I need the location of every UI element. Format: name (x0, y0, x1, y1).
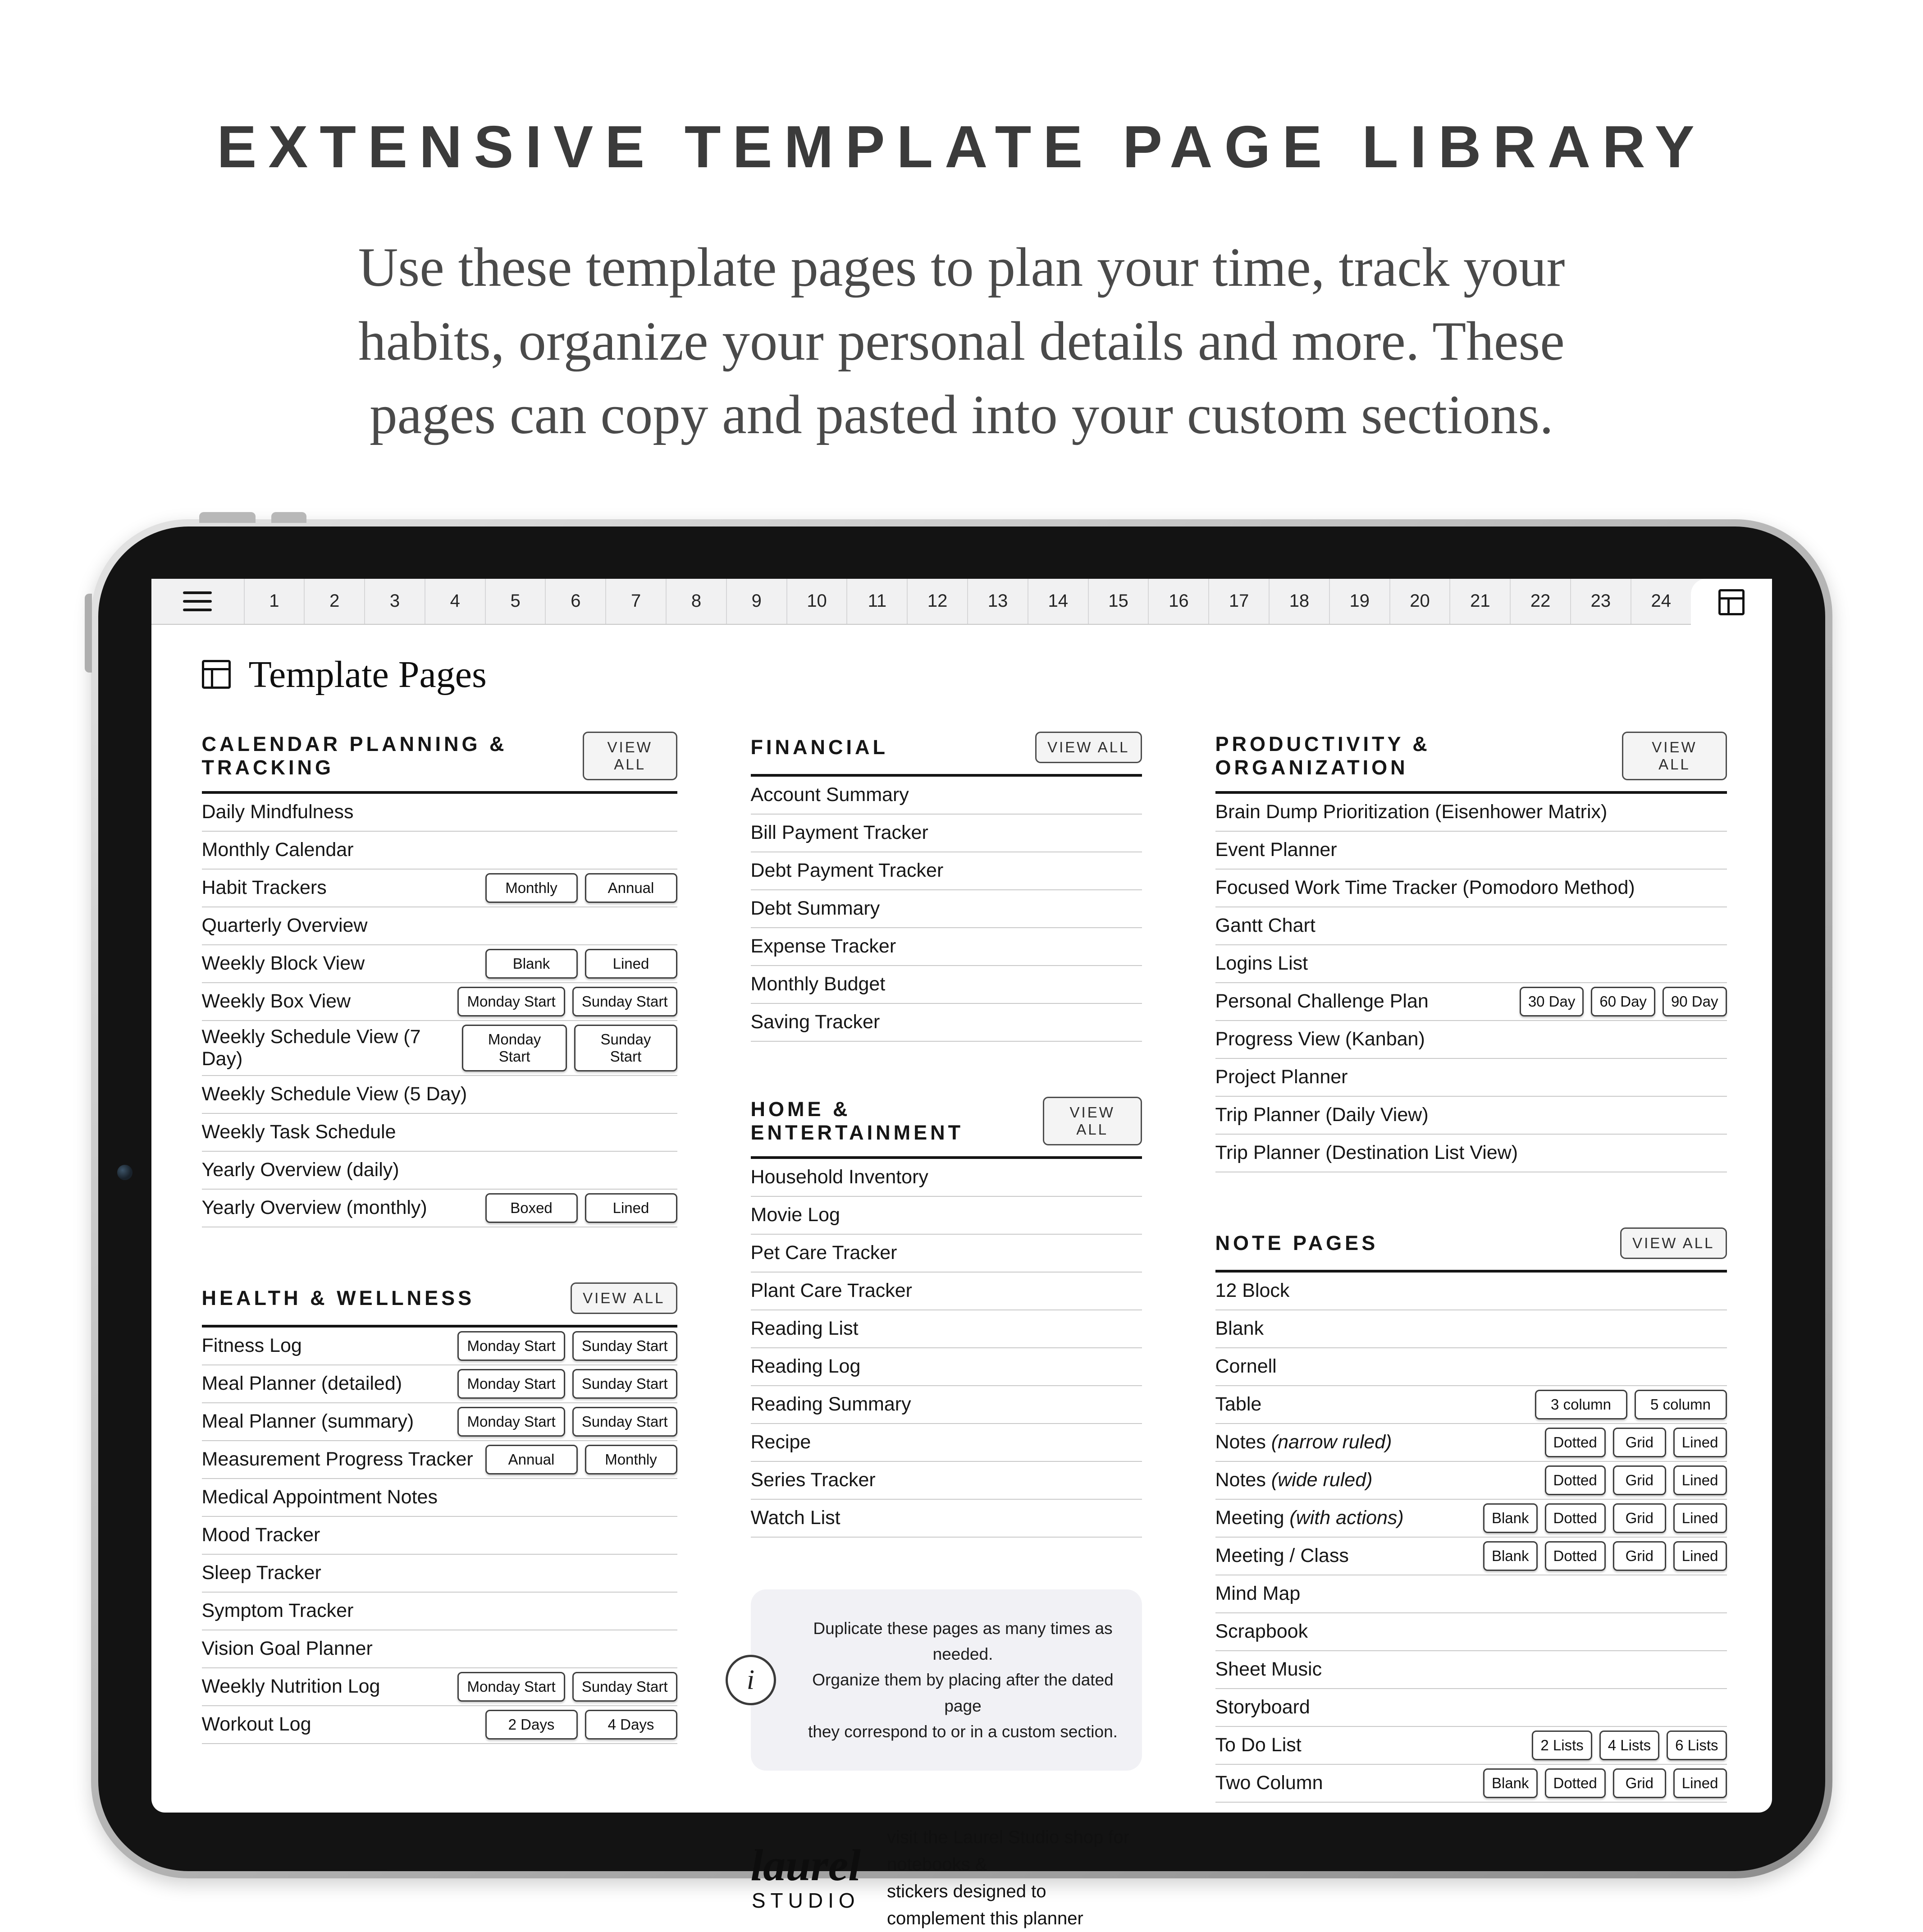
template-item-debt-payment-tracker[interactable]: Debt Payment Tracker (750, 860, 944, 882)
template-item-row (202, 983, 677, 1021)
column-financial-home (746, 732, 1142, 1932)
template-item-meeting-with-actions[interactable]: Meeting (with actions) (1215, 1507, 1404, 1529)
template-item-expense-tracker[interactable]: Expense Tracker (750, 935, 896, 957)
template-item-logins-list[interactable]: Logins List (1215, 952, 1308, 975)
option-buttons (485, 873, 677, 903)
template-item-row (1215, 1021, 1727, 1059)
template-item-scrapbook[interactable]: Scrapbook (1215, 1621, 1308, 1643)
option-button-6-lists[interactable]: 6 Lists (1667, 1731, 1727, 1760)
template-item-row (202, 1076, 677, 1114)
option-button-30-day[interactable]: 30 Day (1520, 987, 1584, 1016)
option-button-grid[interactable]: Grid (1613, 1503, 1666, 1533)
template-item-yearly-overview-daily[interactable]: Yearly Overview (daily) (201, 1159, 399, 1181)
section-header (1215, 732, 1727, 794)
template-item-row (1215, 1310, 1727, 1348)
template-item-cornell[interactable]: Cornell (1215, 1355, 1277, 1378)
option-buttons (457, 1331, 677, 1361)
option-button-lined[interactable]: Lined (1673, 1768, 1727, 1798)
page-tab-19[interactable]: 19 (1329, 579, 1389, 624)
template-item-row (1215, 1689, 1727, 1727)
option-button-sunday-start[interactable]: Sunday Start (572, 1369, 677, 1399)
template-item-monthly-calendar[interactable]: Monthly Calendar (201, 839, 354, 861)
page-tab-13[interactable]: 13 (967, 579, 1028, 624)
template-item-reading-log[interactable]: Reading Log (750, 1355, 861, 1378)
option-buttons (485, 949, 677, 979)
template-item-row (202, 1365, 677, 1403)
page-tab-1[interactable]: 1 (244, 579, 304, 624)
template-item-weekly-nutrition-log[interactable]: Weekly Nutrition Log (201, 1676, 380, 1698)
option-button-2-lists[interactable]: 2 Lists (1532, 1731, 1592, 1760)
page-tab-24[interactable]: 24 (1631, 579, 1691, 624)
menu-button[interactable] (151, 579, 244, 624)
info-line: Organize them by placing after the dated page (812, 1671, 1114, 1715)
template-item-row (202, 907, 677, 945)
template-item-row (751, 1500, 1142, 1538)
option-button-sunday-start[interactable]: Sunday Start (572, 1331, 677, 1361)
volume-up-button (199, 512, 256, 523)
volume-down-button (271, 512, 306, 523)
template-item-row (1215, 1462, 1727, 1500)
template-item-row (202, 1479, 677, 1517)
subtitle-line: pages can copy and pasted into your custom sections. (370, 384, 1553, 446)
option-button-dotted[interactable]: Dotted (1545, 1503, 1606, 1533)
template-item-plant-care-tracker[interactable]: Plant Care Tracker (750, 1280, 912, 1302)
info-icon (726, 1655, 776, 1705)
template-item-debt-summary[interactable]: Debt Summary (750, 897, 880, 920)
template-item-recipe[interactable]: Recipe (750, 1431, 811, 1453)
section-title: HEALTH & WELLNESS (201, 1286, 475, 1309)
option-buttons (1483, 1541, 1727, 1571)
column-productivity-notes (1215, 732, 1727, 1932)
option-button-monday-start[interactable]: Monday Start (457, 987, 565, 1016)
option-buttons (462, 1025, 677, 1071)
template-item-row (1215, 1500, 1727, 1538)
template-item-row (751, 1159, 1142, 1197)
template-item-row (1215, 870, 1727, 907)
template-item-row (202, 1152, 677, 1190)
template-item-movie-log[interactable]: Movie Log (750, 1204, 840, 1226)
template-item-row (202, 870, 677, 907)
template-item-gantt-chart[interactable]: Gantt Chart (1215, 915, 1315, 937)
option-button-dotted[interactable]: Dotted (1545, 1541, 1606, 1571)
option-buttons (457, 1407, 677, 1437)
layout-icon (202, 660, 231, 689)
template-item-row (202, 1593, 677, 1630)
option-buttons (457, 987, 677, 1016)
option-button-dotted[interactable]: Dotted (1545, 1465, 1606, 1495)
template-item-medical-appointment-notes[interactable]: Medical Appointment Notes (201, 1486, 438, 1508)
camera-icon (117, 1165, 132, 1180)
template-item-personal-challenge-plan[interactable]: Personal Challenge Plan (1215, 990, 1429, 1012)
template-item-row (202, 1630, 677, 1668)
template-item-progress-view-kanban[interactable]: Progress View (Kanban) (1215, 1028, 1425, 1050)
section-home-entertainment (751, 1097, 1142, 1538)
page-title: EXTENSIVE TEMPLATE PAGE LIBRARY (217, 114, 1706, 180)
template-item-row (1215, 1651, 1727, 1689)
option-button-sunday-start[interactable]: Sunday Start (572, 1407, 677, 1437)
logo-laurel: laurel (750, 1840, 861, 1890)
view-all-button[interactable]: VIEW ALL (583, 732, 677, 780)
template-item-row (751, 1235, 1142, 1273)
page-tab-12[interactable]: 12 (907, 579, 967, 624)
template-item-account-summary[interactable]: Account Summary (750, 784, 909, 806)
option-buttons (485, 1710, 677, 1740)
page-tab-bar (151, 579, 1772, 625)
template-item-event-planner[interactable]: Event Planner (1215, 839, 1337, 861)
template-item-row (202, 1403, 677, 1441)
brand-footer (751, 1824, 1142, 1932)
option-button-monday-start[interactable]: Monday Start (457, 1331, 565, 1361)
template-item-daily-mindfulness[interactable]: Daily Mindfulness (201, 801, 354, 823)
template-item-note: (wide ruled) (1265, 1469, 1373, 1491)
template-item-sheet-music[interactable]: Sheet Music (1215, 1658, 1322, 1680)
page-tab-6[interactable]: 6 (545, 579, 605, 624)
template-item-weekly-task-schedule[interactable]: Weekly Task Schedule (201, 1121, 396, 1143)
template-item-row (751, 928, 1142, 966)
template-item-row (202, 1114, 677, 1152)
option-button-annual[interactable]: Annual (485, 1445, 578, 1474)
logo-studio: STUDIO (751, 1888, 860, 1912)
section-note-pages (1215, 1227, 1727, 1803)
page-tab-5[interactable]: 5 (485, 579, 545, 624)
footer-line: visit the Laurel Studio shop for notebooks & (886, 1827, 1130, 1875)
template-item-row (751, 852, 1142, 890)
subtitle-line: Use these template pages to plan your time, track your (358, 236, 1565, 298)
option-button-monthly[interactable]: Monthly (585, 1445, 677, 1474)
template-item-weekly-block-view[interactable]: Weekly Block View (201, 952, 365, 975)
page-tab-20[interactable]: 20 (1389, 579, 1450, 624)
option-buttons (457, 1369, 677, 1399)
template-item-reading-list[interactable]: Reading List (750, 1318, 859, 1340)
template-item-row (751, 1197, 1142, 1235)
section-header (751, 732, 1142, 777)
template-item-trip-planner-daily-view[interactable]: Trip Planner (Daily View) (1215, 1104, 1429, 1126)
page-tab-17[interactable]: 17 (1208, 579, 1269, 624)
option-button-dotted[interactable]: Dotted (1545, 1428, 1606, 1457)
template-item-row (1215, 794, 1727, 832)
column-calendar-health (202, 732, 677, 1932)
option-buttons (1532, 1731, 1727, 1760)
template-item-storyboard[interactable]: Storyboard (1215, 1696, 1310, 1718)
section-title: HOME & ENTERTAINMENT (750, 1097, 964, 1144)
template-item-row (202, 1190, 677, 1227)
tablet-mockup (91, 519, 1832, 1929)
template-item-row (202, 1517, 677, 1555)
template-item-row (751, 1348, 1142, 1386)
view-all-button[interactable]: VIEW ALL (1622, 732, 1727, 780)
template-item-row (1215, 1273, 1727, 1310)
template-item-row (751, 1310, 1142, 1348)
page-tab-22[interactable]: 22 (1510, 579, 1570, 624)
template-item-bill-payment-tracker[interactable]: Bill Payment Tracker (750, 822, 928, 844)
template-item-12-block[interactable]: 12 Block (1215, 1280, 1290, 1302)
option-button-blank[interactable]: Blank (1483, 1503, 1538, 1533)
template-item-row (202, 1328, 677, 1365)
page-tab-7[interactable]: 7 (605, 579, 666, 624)
option-button-sunday-start[interactable]: Sunday Start (572, 1672, 677, 1702)
template-item-focused-work-time-tracker-pomodoro-method[interactable]: Focused Work Time Tracker (Pomodoro Method) (1215, 877, 1635, 899)
column-financial-home-sections (751, 732, 1142, 1538)
option-button-90-day[interactable]: 90 Day (1663, 987, 1727, 1016)
template-item-row (751, 1386, 1142, 1424)
footer-line: stickers designed to complement this planner (886, 1882, 1083, 1929)
section-title: FINANCIAL (750, 735, 888, 759)
option-button-5-column[interactable]: 5 column (1635, 1390, 1727, 1419)
template-item-row (751, 1273, 1142, 1310)
page-tab-16[interactable]: 16 (1148, 579, 1208, 624)
template-item-note: (narrow ruled) (1265, 1431, 1392, 1453)
page-tab-9[interactable]: 9 (726, 579, 786, 624)
section-header (1215, 1227, 1727, 1273)
option-button-monthly[interactable]: Monthly (485, 873, 578, 903)
option-button-dotted[interactable]: Dotted (1545, 1768, 1606, 1798)
template-item-weekly-schedule-view-7-day[interactable]: Weekly Schedule View (7 Day) (201, 1026, 421, 1070)
option-buttons (1483, 1503, 1727, 1533)
option-button-4-lists[interactable]: 4 Lists (1599, 1731, 1659, 1760)
template-item-row (751, 777, 1142, 815)
template-item-fitness-log[interactable]: Fitness Log (201, 1335, 302, 1357)
side-button (85, 594, 92, 673)
template-item-row (202, 794, 677, 832)
section-header (202, 1282, 677, 1328)
section-productivity-organization (1215, 732, 1727, 1172)
option-button-grid[interactable]: Grid (1613, 1465, 1666, 1495)
template-item-row (202, 1441, 677, 1479)
option-button-monday-start[interactable]: Monday Start (457, 1407, 565, 1437)
page-tab-14[interactable]: 14 (1028, 579, 1088, 624)
template-item-measurement-progress-tracker[interactable]: Measurement Progress Tracker (201, 1448, 473, 1470)
option-button-4-days[interactable]: 4 Days (585, 1710, 677, 1740)
template-item-weekly-schedule-view-5-day[interactable]: Weekly Schedule View (5 Day) (201, 1083, 467, 1105)
option-button-lined[interactable]: Lined (1673, 1465, 1727, 1495)
page-tab-23[interactable]: 23 (1570, 579, 1631, 624)
option-buttons (1483, 1768, 1727, 1798)
view-all-button[interactable]: VIEW ALL (1035, 732, 1142, 763)
option-buttons (1535, 1390, 1727, 1419)
template-item-row (202, 1706, 677, 1744)
template-item-row (1215, 1575, 1727, 1613)
template-item-table[interactable]: Table (1215, 1393, 1262, 1415)
info-line: they correspond to or in a custom section. (808, 1722, 1118, 1741)
template-item-row (1215, 907, 1727, 945)
option-button-grid[interactable]: Grid (1613, 1541, 1666, 1571)
option-button-3-column[interactable]: 3 column (1535, 1390, 1627, 1419)
template-item-monthly-budget[interactable]: Monthly Budget (750, 973, 886, 995)
section-health-wellness (202, 1282, 677, 1744)
option-button-sunday-start[interactable]: Sunday Start (574, 1025, 677, 1071)
template-item-quarterly-overview[interactable]: Quarterly Overview (201, 915, 368, 937)
view-all-button[interactable]: VIEW ALL (1620, 1227, 1727, 1259)
template-item-row (751, 1424, 1142, 1462)
info-text (805, 1616, 1121, 1745)
option-button-60-day[interactable]: 60 Day (1591, 987, 1655, 1016)
option-button-monday-start[interactable]: Monday Start (457, 1369, 565, 1399)
option-button-blank[interactable]: Blank (1483, 1768, 1538, 1798)
section-title: PRODUCTIVITY & ORGANIZATION (1215, 732, 1430, 779)
section-title: NOTE PAGES (1215, 1231, 1379, 1254)
option-button-lined[interactable]: Lined (585, 1193, 677, 1223)
page-tab-2[interactable]: 2 (304, 579, 364, 624)
page-subtitle (0, 230, 1923, 452)
template-item-note: (with actions) (1284, 1507, 1404, 1529)
option-buttons (1520, 987, 1727, 1016)
subtitle-line: habits, organize your personal details and more. These (358, 310, 1565, 372)
page-tab-11[interactable]: 11 (846, 579, 907, 624)
template-item-saving-tracker[interactable]: Saving Tracker (750, 1011, 880, 1033)
template-item-row (1215, 832, 1727, 870)
template-item-symptom-tracker[interactable]: Symptom Tracker (201, 1600, 354, 1622)
template-item-project-planner[interactable]: Project Planner (1215, 1066, 1348, 1088)
option-button-lined[interactable]: Lined (1673, 1541, 1727, 1571)
section-title: CALENDAR PLANNING & TRACKING (201, 732, 507, 779)
option-button-annual[interactable]: Annual (585, 873, 677, 903)
view-all-button[interactable]: VIEW ALL (1043, 1097, 1142, 1145)
view-all-button[interactable]: VIEW ALL (571, 1282, 677, 1314)
page-view-button[interactable] (1691, 579, 1772, 626)
template-item-mood-tracker[interactable]: Mood Tracker (201, 1524, 320, 1546)
template-item-row (202, 945, 677, 983)
template-item-notes-wide-ruled[interactable]: Notes (wide ruled) (1215, 1469, 1373, 1491)
option-button-lined[interactable]: Lined (1673, 1428, 1727, 1457)
page-tab-10[interactable]: 10 (786, 579, 847, 624)
hamburger-icon (183, 591, 212, 611)
template-item-row (751, 1004, 1142, 1042)
option-button-lined[interactable]: Lined (1673, 1503, 1727, 1533)
template-item-row (202, 832, 677, 870)
template-item-two-column[interactable]: Two Column (1215, 1772, 1323, 1794)
template-item-row (1215, 1348, 1727, 1386)
template-item-meal-planner-detailed[interactable]: Meal Planner (detailed) (201, 1373, 402, 1395)
option-button-grid[interactable]: Grid (1613, 1768, 1666, 1798)
page-tab-21[interactable]: 21 (1449, 579, 1510, 624)
template-item-trip-planner-destination-list-view[interactable]: Trip Planner (Destination List View) (1215, 1142, 1518, 1164)
template-item-row (202, 1668, 677, 1706)
info-line: Duplicate these pages as many times as needed. (813, 1619, 1113, 1664)
section-header (202, 732, 677, 794)
page-tab-4[interactable]: 4 (425, 579, 485, 624)
option-buttons (1545, 1465, 1727, 1495)
page-tab-8[interactable]: 8 (666, 579, 726, 624)
option-button-monday-start[interactable]: Monday Start (457, 1672, 565, 1702)
template-item-row (1215, 1135, 1727, 1172)
screen-title-text: Template Pages (248, 653, 487, 696)
option-buttons (485, 1193, 677, 1223)
template-item-row (1215, 1765, 1727, 1803)
page-tab-3[interactable]: 3 (364, 579, 425, 624)
template-item-row (1215, 1097, 1727, 1135)
option-button-sunday-start[interactable]: Sunday Start (572, 987, 677, 1016)
page-tabs (244, 579, 1691, 624)
option-button-lined[interactable]: Lined (585, 949, 677, 979)
template-item-yearly-overview-monthly[interactable]: Yearly Overview (monthly) (201, 1197, 427, 1219)
option-buttons (485, 1445, 677, 1474)
template-item-watch-list[interactable]: Watch List (750, 1507, 840, 1529)
page-tab-15[interactable]: 15 (1088, 579, 1148, 624)
template-item-row (1215, 1059, 1727, 1097)
option-buttons (1545, 1428, 1727, 1457)
template-item-row (751, 890, 1142, 928)
template-item-row (1215, 1386, 1727, 1424)
template-item-row (1215, 945, 1727, 983)
tablet-screen (151, 579, 1772, 1929)
template-item-brain-dump-prioritization-eisenhower-matrix[interactable]: Brain Dump Prioritization (Eisenhower Matrix) (1215, 801, 1608, 823)
option-button-monday-start[interactable]: Monday Start (462, 1025, 567, 1071)
page-tab-18[interactable]: 18 (1269, 579, 1329, 624)
template-item-mind-map[interactable]: Mind Map (1215, 1583, 1301, 1605)
template-item-row (1215, 1424, 1727, 1462)
template-item-row (1215, 983, 1727, 1021)
template-item-series-tracker[interactable]: Series Tracker (750, 1469, 876, 1491)
template-item-reading-summary[interactable]: Reading Summary (750, 1393, 911, 1415)
template-item-workout-log[interactable]: Workout Log (201, 1713, 311, 1735)
option-button-blank[interactable]: Blank (485, 949, 578, 979)
template-item-row (1215, 1727, 1727, 1765)
template-item-row (751, 815, 1142, 852)
laurel-studio-logo (750, 1840, 861, 1913)
template-item-pet-care-tracker[interactable]: Pet Care Tracker (750, 1242, 897, 1264)
template-item-sleep-tracker[interactable]: Sleep Tracker (201, 1562, 321, 1584)
template-item-row (1215, 1613, 1727, 1651)
option-button-grid[interactable]: Grid (1613, 1428, 1666, 1457)
option-button-boxed[interactable]: Boxed (485, 1193, 578, 1223)
info-box (746, 1589, 1142, 1771)
section-calendar-planning-tracking (202, 732, 677, 1227)
template-item-row (751, 1462, 1142, 1500)
template-item-to-do-list[interactable]: To Do List (1215, 1734, 1302, 1756)
option-button-2-days[interactable]: 2 Days (485, 1710, 578, 1740)
template-item-meal-planner-summary[interactable]: Meal Planner (summary) (201, 1410, 414, 1433)
template-item-row (202, 1555, 677, 1593)
section-financial (751, 732, 1142, 1042)
template-item-meeting-class[interactable]: Meeting / Class (1215, 1545, 1349, 1567)
section-header (751, 1097, 1142, 1159)
template-item-row (751, 966, 1142, 1004)
template-columns (202, 732, 1727, 1932)
footer-text (887, 1824, 1142, 1932)
template-item-blank[interactable]: Blank (1215, 1318, 1264, 1340)
template-item-row (202, 1021, 677, 1076)
option-buttons (457, 1672, 677, 1702)
template-item-row (1215, 1538, 1727, 1575)
template-item-household-inventory[interactable]: Household Inventory (750, 1166, 928, 1188)
template-item-habit-trackers[interactable]: Habit Trackers (201, 877, 327, 899)
template-item-weekly-box-view[interactable]: Weekly Box View (201, 990, 351, 1012)
template-item-notes-narrow-ruled[interactable]: Notes (narrow ruled) (1215, 1431, 1392, 1453)
template-item-vision-goal-planner[interactable]: Vision Goal Planner (201, 1638, 373, 1660)
screen-title (202, 653, 1772, 696)
option-button-blank[interactable]: Blank (1483, 1541, 1538, 1571)
info-icon-glyph: i (746, 1664, 755, 1695)
layout-icon (1718, 589, 1745, 615)
